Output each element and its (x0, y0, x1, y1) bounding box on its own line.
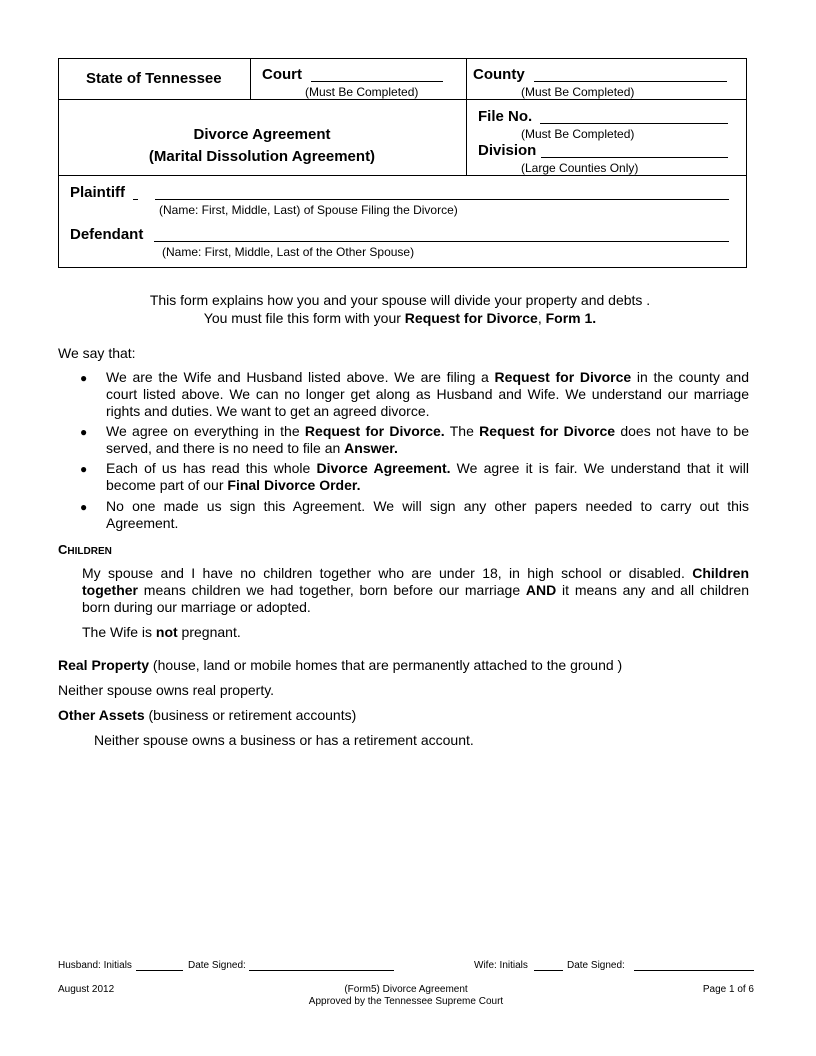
bullet-icon: ● (80, 371, 88, 385)
county-field[interactable] (534, 81, 727, 82)
form-name: (Form5) Divorce Agreement (344, 984, 468, 995)
court-field[interactable] (311, 81, 443, 82)
bullet-item: No one made us sign this Agreement. We will sign any other papers needed to carry out this Agreement. (106, 498, 749, 531)
file-no-note: (Must Be Completed) (521, 127, 635, 141)
intro-line-1: This form explains how you and your spouse will divide your property and debts . (149, 292, 651, 308)
intro-bold: Request for Divorce (404, 310, 538, 326)
county-label: County (473, 66, 525, 83)
wife-initials-label: Wife: Initials (474, 960, 528, 971)
file-no-label: File No. (478, 108, 533, 125)
bullet-icon: ● (80, 500, 88, 514)
defendant-note: (Name: First, Middle, Last of the Other Spouse) (162, 245, 415, 259)
divider (466, 59, 467, 176)
file-no-field[interactable] (540, 123, 728, 124)
husband-initials-field[interactable] (136, 970, 183, 971)
divider (59, 175, 746, 176)
plaintiff-field[interactable] (155, 199, 729, 200)
approval-note: Approved by the Tennessee Supreme Court (308, 996, 504, 1007)
children-heading: CHILDREN (58, 542, 112, 557)
intro-line-2 (0, 310, 800, 326)
intro-text: You must file this form with your (203, 310, 405, 326)
form-subtitle: (Marital Dissolution Agreement) (148, 148, 376, 165)
wife-date-field[interactable] (634, 970, 754, 971)
intro-text: , (537, 310, 546, 326)
plaintiff-note: (Name: First, Middle, Last) of Spouse Filing the Divorce) (159, 203, 458, 217)
husband-initials-label: Husband: Initials (58, 960, 132, 971)
division-label: Division (478, 142, 537, 159)
husband-date-label: Date Signed: (188, 960, 246, 971)
bullet-icon: ● (80, 425, 88, 439)
husband-date-field[interactable] (249, 970, 394, 971)
divider (250, 59, 251, 100)
we-say-label: We say that: (58, 345, 136, 361)
county-note: (Must Be Completed) (521, 85, 635, 99)
intro-bold: Form 1. (545, 310, 597, 326)
court-label: Court (262, 66, 302, 83)
other-assets-heading: Other Assets (business or retirement accounts) (58, 707, 357, 723)
bullet-item: We are the Wife and Husband listed above. We are filing a Request for Divorce in the county and court listed above. We can no longer get along as Husband and Wife. We understand our marriage rights and duties. We want to get an agreed divorce. (106, 369, 749, 419)
defendant-field[interactable] (154, 241, 729, 242)
plaintiff-label: Plaintiff (70, 184, 125, 201)
revision-date: August 2012 (58, 984, 115, 995)
bullet-item: Each of us has read this whole Divorce Agreement. We agree it is fair. We understand that it will become part of our Final Divorce Order. (106, 460, 749, 493)
children-paragraph: My spouse and I have no children together who are under 18, in high school or disabled. Children together means children we had together, born before our marriage AND it means any and all children born during our marriage or adopted. (82, 565, 749, 615)
division-field[interactable] (541, 157, 728, 158)
state-label: State of Tennessee (86, 70, 222, 87)
real-property-text: Neither spouse owns real property. (58, 682, 275, 698)
form-title: Divorce Agreement (193, 126, 331, 143)
bullet-icon: ● (80, 462, 88, 476)
wife-date-label: Date Signed: (567, 960, 625, 971)
defendant-label: Defendant (70, 226, 144, 243)
wife-initials-field[interactable] (534, 970, 563, 971)
page-number: Page 1 of 6 (702, 984, 754, 995)
divider (133, 199, 138, 200)
other-assets-text: Neither spouse owns a business or has a retirement account. (94, 732, 474, 748)
divider (59, 99, 746, 100)
bullet-item: We agree on everything in the Request for Divorce. The Request for Divorce does not have to be served, and there is no need to file an Answer. (106, 423, 749, 456)
pregnancy-statement: The Wife is not pregnant. (82, 624, 241, 640)
division-note: (Large Counties Only) (521, 161, 639, 175)
court-note: (Must Be Completed) (305, 85, 419, 99)
real-property-heading: Real Property (house, land or mobile homes that are permanently attached to the ground ) (58, 657, 623, 673)
